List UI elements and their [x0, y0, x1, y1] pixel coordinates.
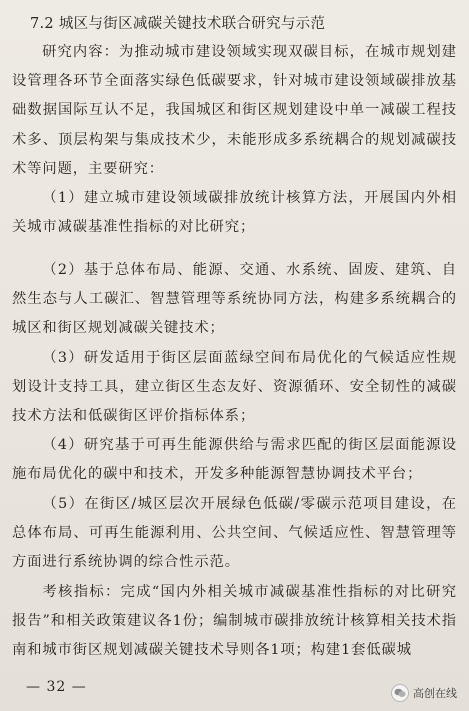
paragraph-assessment-indicators	[12, 578, 457, 666]
paragraph-text: （3）研发适用于街区层面蓝绿空间布局优化的气候适应性规划设计支持工具，建立街区生态友好、资源循环、安全韧性的减碳技术方法和低碳街区评价指标体系；	[12, 350, 457, 425]
paragraph-text: （1）建立城市建设领域碳排放统计核算方法，开展国内外相关城市减碳基准性指标的对比研究；	[12, 190, 457, 236]
section-heading: 7.2 城区与街区减碳关键技术联合研究与示范	[30, 16, 326, 32]
paragraph-item-3	[12, 344, 457, 432]
paragraph-item-2	[12, 256, 457, 344]
paragraph-text: 考核指标：完成“国内外相关城市减碳基准性指标的对比研究报告”和相关政策建议各1份；编制城市碳排放统计核算相关技术指南和城市街区规划减碳关键技术导则各1项；构建1套低碳城	[12, 584, 457, 659]
paragraph-text: （4）研究基于可再生能源供给与需求匹配的街区层面能源设施布局优化的碳中和技术，开发多种能源智慧协调技术平台；	[12, 437, 457, 483]
wechat-watermark	[391, 684, 457, 702]
paragraph-item-5	[12, 490, 457, 578]
paragraph-item-4	[12, 431, 457, 489]
paragraph-text: （2）基于总体布局、能源、交通、水系统、固废、建筑、自然生态与人工碳汇、智慧管理等系统协同方法，构建多系统耦合的城区和街区规划减碳关键技术；	[12, 262, 457, 337]
paragraph-research-content	[12, 38, 457, 184]
watermark-text: 高创在线	[413, 687, 457, 700]
paragraph-text: 研究内容：为推动城市建设领域实现双碳目标，在城市规划建设管理各环节全面落实绿色低碳要求，针对城市建设领域碳排放基础数据国际互认不足，我国城区和街区规划建设中单一减碳工程技术多、顶层构架与集成技术少，未能形成多系统耦合的规划减碳技术等问题，主要研究：	[12, 44, 457, 177]
wechat-logo-icon	[391, 684, 409, 702]
page-number: — 32 —	[26, 679, 87, 695]
paragraph-item-1	[12, 184, 457, 242]
paragraph-text: （5）在街区/城区层次开展绿色低碳/零碳示范项目建设，在总体布局、可再生能源利用、公共空间、气候适应性、智慧管理等方面进行系统协调的综合性示范。	[12, 496, 457, 571]
